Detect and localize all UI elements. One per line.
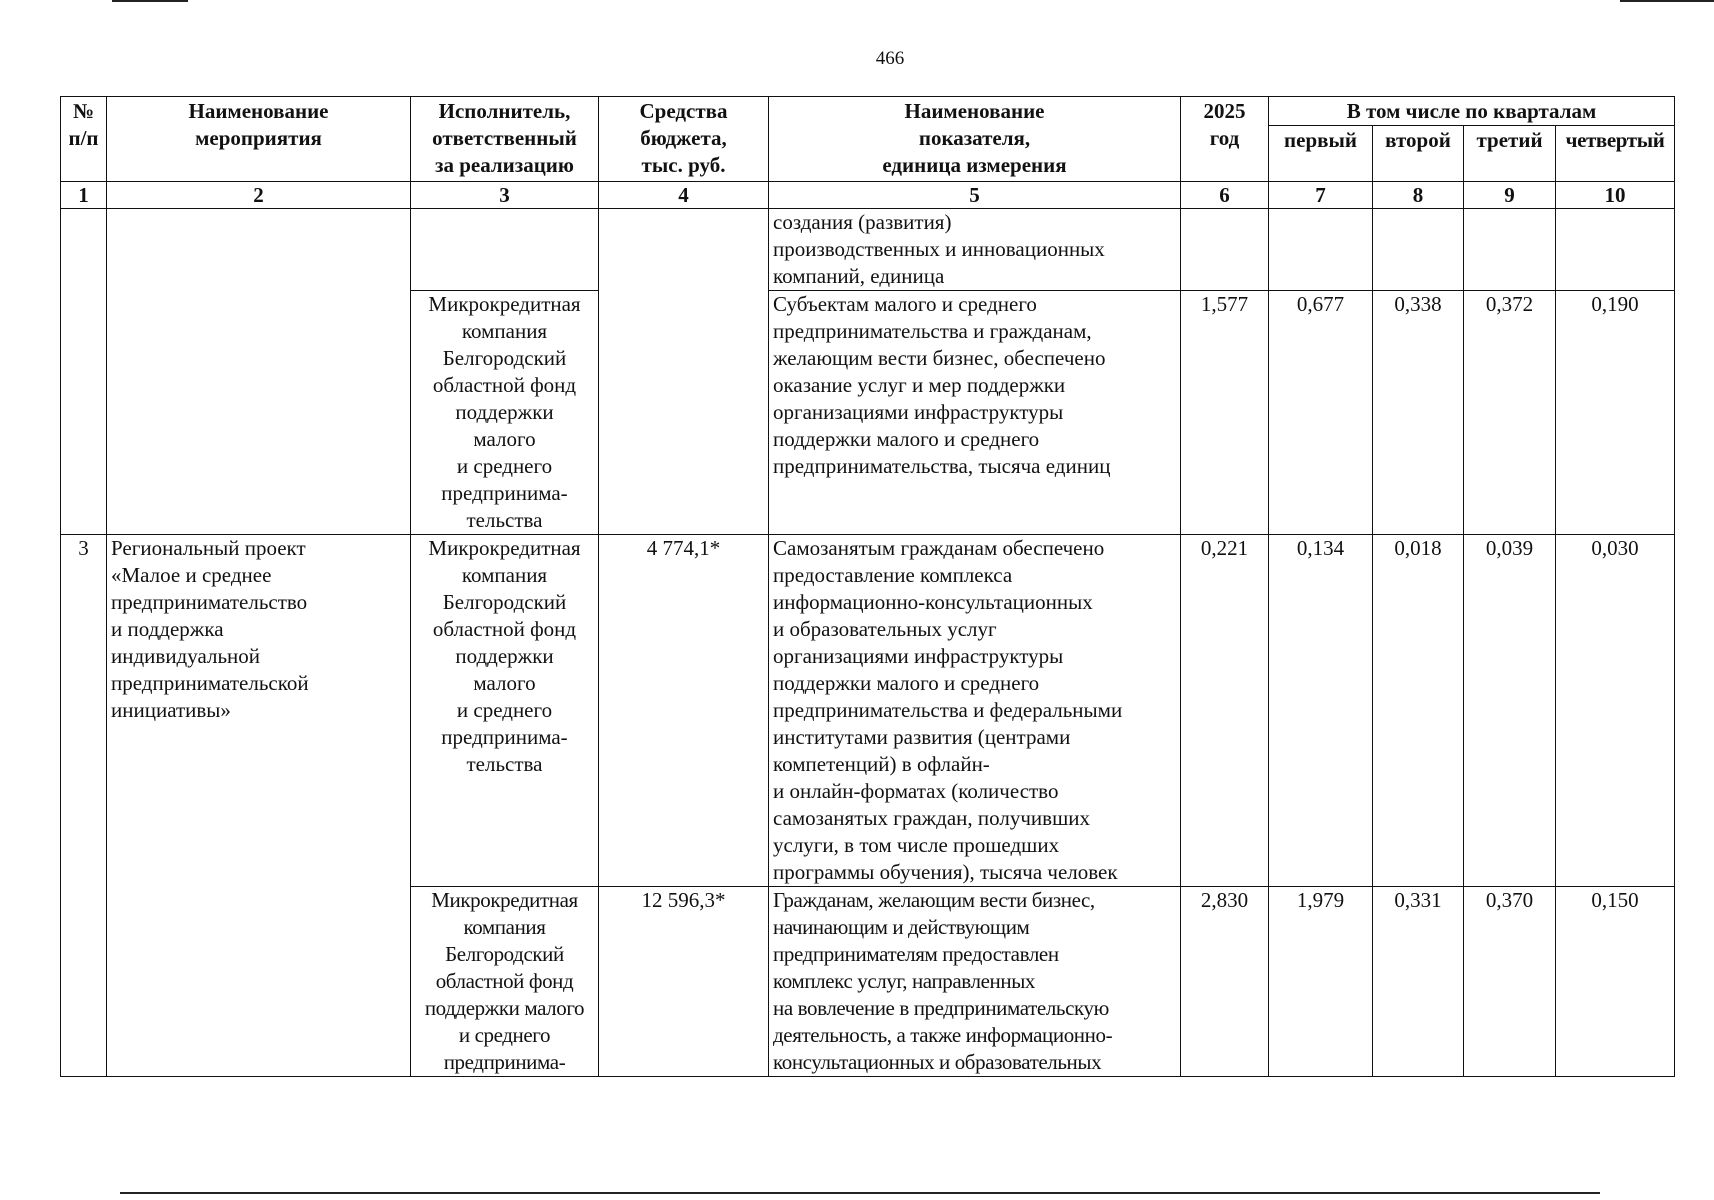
executor: Микрокредитная компания Белгородский областной фонд поддержки малого и среднего предпринима- тельства [411,291,599,535]
column-number: 10 [1556,182,1675,209]
program-table [60,96,1675,1077]
row-number [61,209,107,535]
quarter-1-value [1269,209,1373,291]
quarter-3-value: 0,039 [1464,535,1556,887]
column-number: 2 [107,182,411,209]
column-number: 5 [769,182,1181,209]
quarter-3-value: 0,370 [1464,887,1556,1077]
scan-edge-bottom [120,1192,1600,1194]
header-row-top [61,97,1675,126]
column-number: 9 [1464,182,1556,209]
year-value: 0,221 [1181,535,1269,887]
executor: Микрокредитная компания Белгородский областной фонд поддержки малого и среднего предпринима- тельства [411,535,599,887]
column-number: 3 [411,182,599,209]
header-number: № п/п [61,97,107,182]
quarter-2-value: 0,331 [1373,887,1464,1077]
scan-edge-top-right [1620,0,1714,2]
event-name [107,209,411,535]
event-name: Региональный проект «Малое и среднее предпринимательство и поддержка индивидуальной предпринимательской инициативы» [107,535,411,1077]
year-value [1181,209,1269,291]
indicator-name: создания (развития) производственных и инновационных компаний, единица [769,209,1181,291]
column-number-row [61,182,1675,209]
indicator-name: Субъектам малого и среднего предпринимательства и гражданам, желающим вести бизнес, обеспечено оказание услуг и мер поддержки организациями инфраструктуры поддержки малого и среднего предпринимательства, тысяча единиц [769,291,1181,535]
quarter-1-value: 0,677 [1269,291,1373,535]
header-indicator: Наименование показателя, единица измерения [769,97,1181,182]
quarter-4-value: 0,030 [1556,535,1675,887]
budget-amount: 12 596,3* [599,887,769,1077]
column-number: 7 [1269,182,1373,209]
header-executor: Исполнитель, ответственный за реализацию [411,97,599,182]
quarter-4-value: 0,150 [1556,887,1675,1077]
quarter-2-value: 0,338 [1373,291,1464,535]
budget-amount: 4 774,1* [599,535,769,887]
header-quarters-group: В том числе по кварталам [1269,97,1675,126]
budget-amount [599,209,769,535]
header-event-name: Наименование мероприятия [107,97,411,182]
column-number: 6 [1181,182,1269,209]
scan-edge-top-left [112,0,188,2]
column-number: 1 [61,182,107,209]
quarter-1-value: 0,134 [1269,535,1373,887]
indicator-name: Самозанятым гражданам обеспечено предоставление комплекса информационно-консультационных и образовательных услуг организациями инфраструктуры поддержки малого и среднего предпринимательства и федеральными институтами развития (центрами компетенций) в офлайн- и онлайн-форматах (количество самозанятых граждан, получивших услуги, в том числе прошедших программы обучения), тысяча человек [769,535,1181,887]
header-budget: Средства бюджета, тыс. руб. [599,97,769,182]
quarter-1-value: 1,979 [1269,887,1373,1077]
column-number: 8 [1373,182,1464,209]
year-value: 2,830 [1181,887,1269,1077]
table-row [61,535,1675,887]
table-row [61,209,1675,291]
column-number: 4 [599,182,769,209]
header-quarter-4: четвертый [1556,126,1675,182]
header-quarter-1: первый [1269,126,1373,182]
year-value: 1,577 [1181,291,1269,535]
executor [411,209,599,291]
executor: Микрокредитная компания Белгородский областной фонд поддержки малого и среднего предпринима- [411,887,599,1077]
row-number: 3 [61,535,107,1077]
header-year: 2025 год [1181,97,1269,182]
quarter-4-value [1556,209,1675,291]
quarter-3-value [1464,209,1556,291]
header-quarter-2: второй [1373,126,1464,182]
quarter-3-value: 0,372 [1464,291,1556,535]
quarter-4-value: 0,190 [1556,291,1675,535]
header-quarter-3: третий [1464,126,1556,182]
indicator-name: Гражданам, желающим вести бизнес, начинающим и действующим предпринимателям предоставлен комплекс услуг, направленных на вовлечение в предпринимательскую деятельность, а также информационно- консультационных и образовательных [769,887,1181,1077]
quarter-2-value [1373,209,1464,291]
page-number: 466 [875,48,905,69]
quarter-2-value: 0,018 [1373,535,1464,887]
